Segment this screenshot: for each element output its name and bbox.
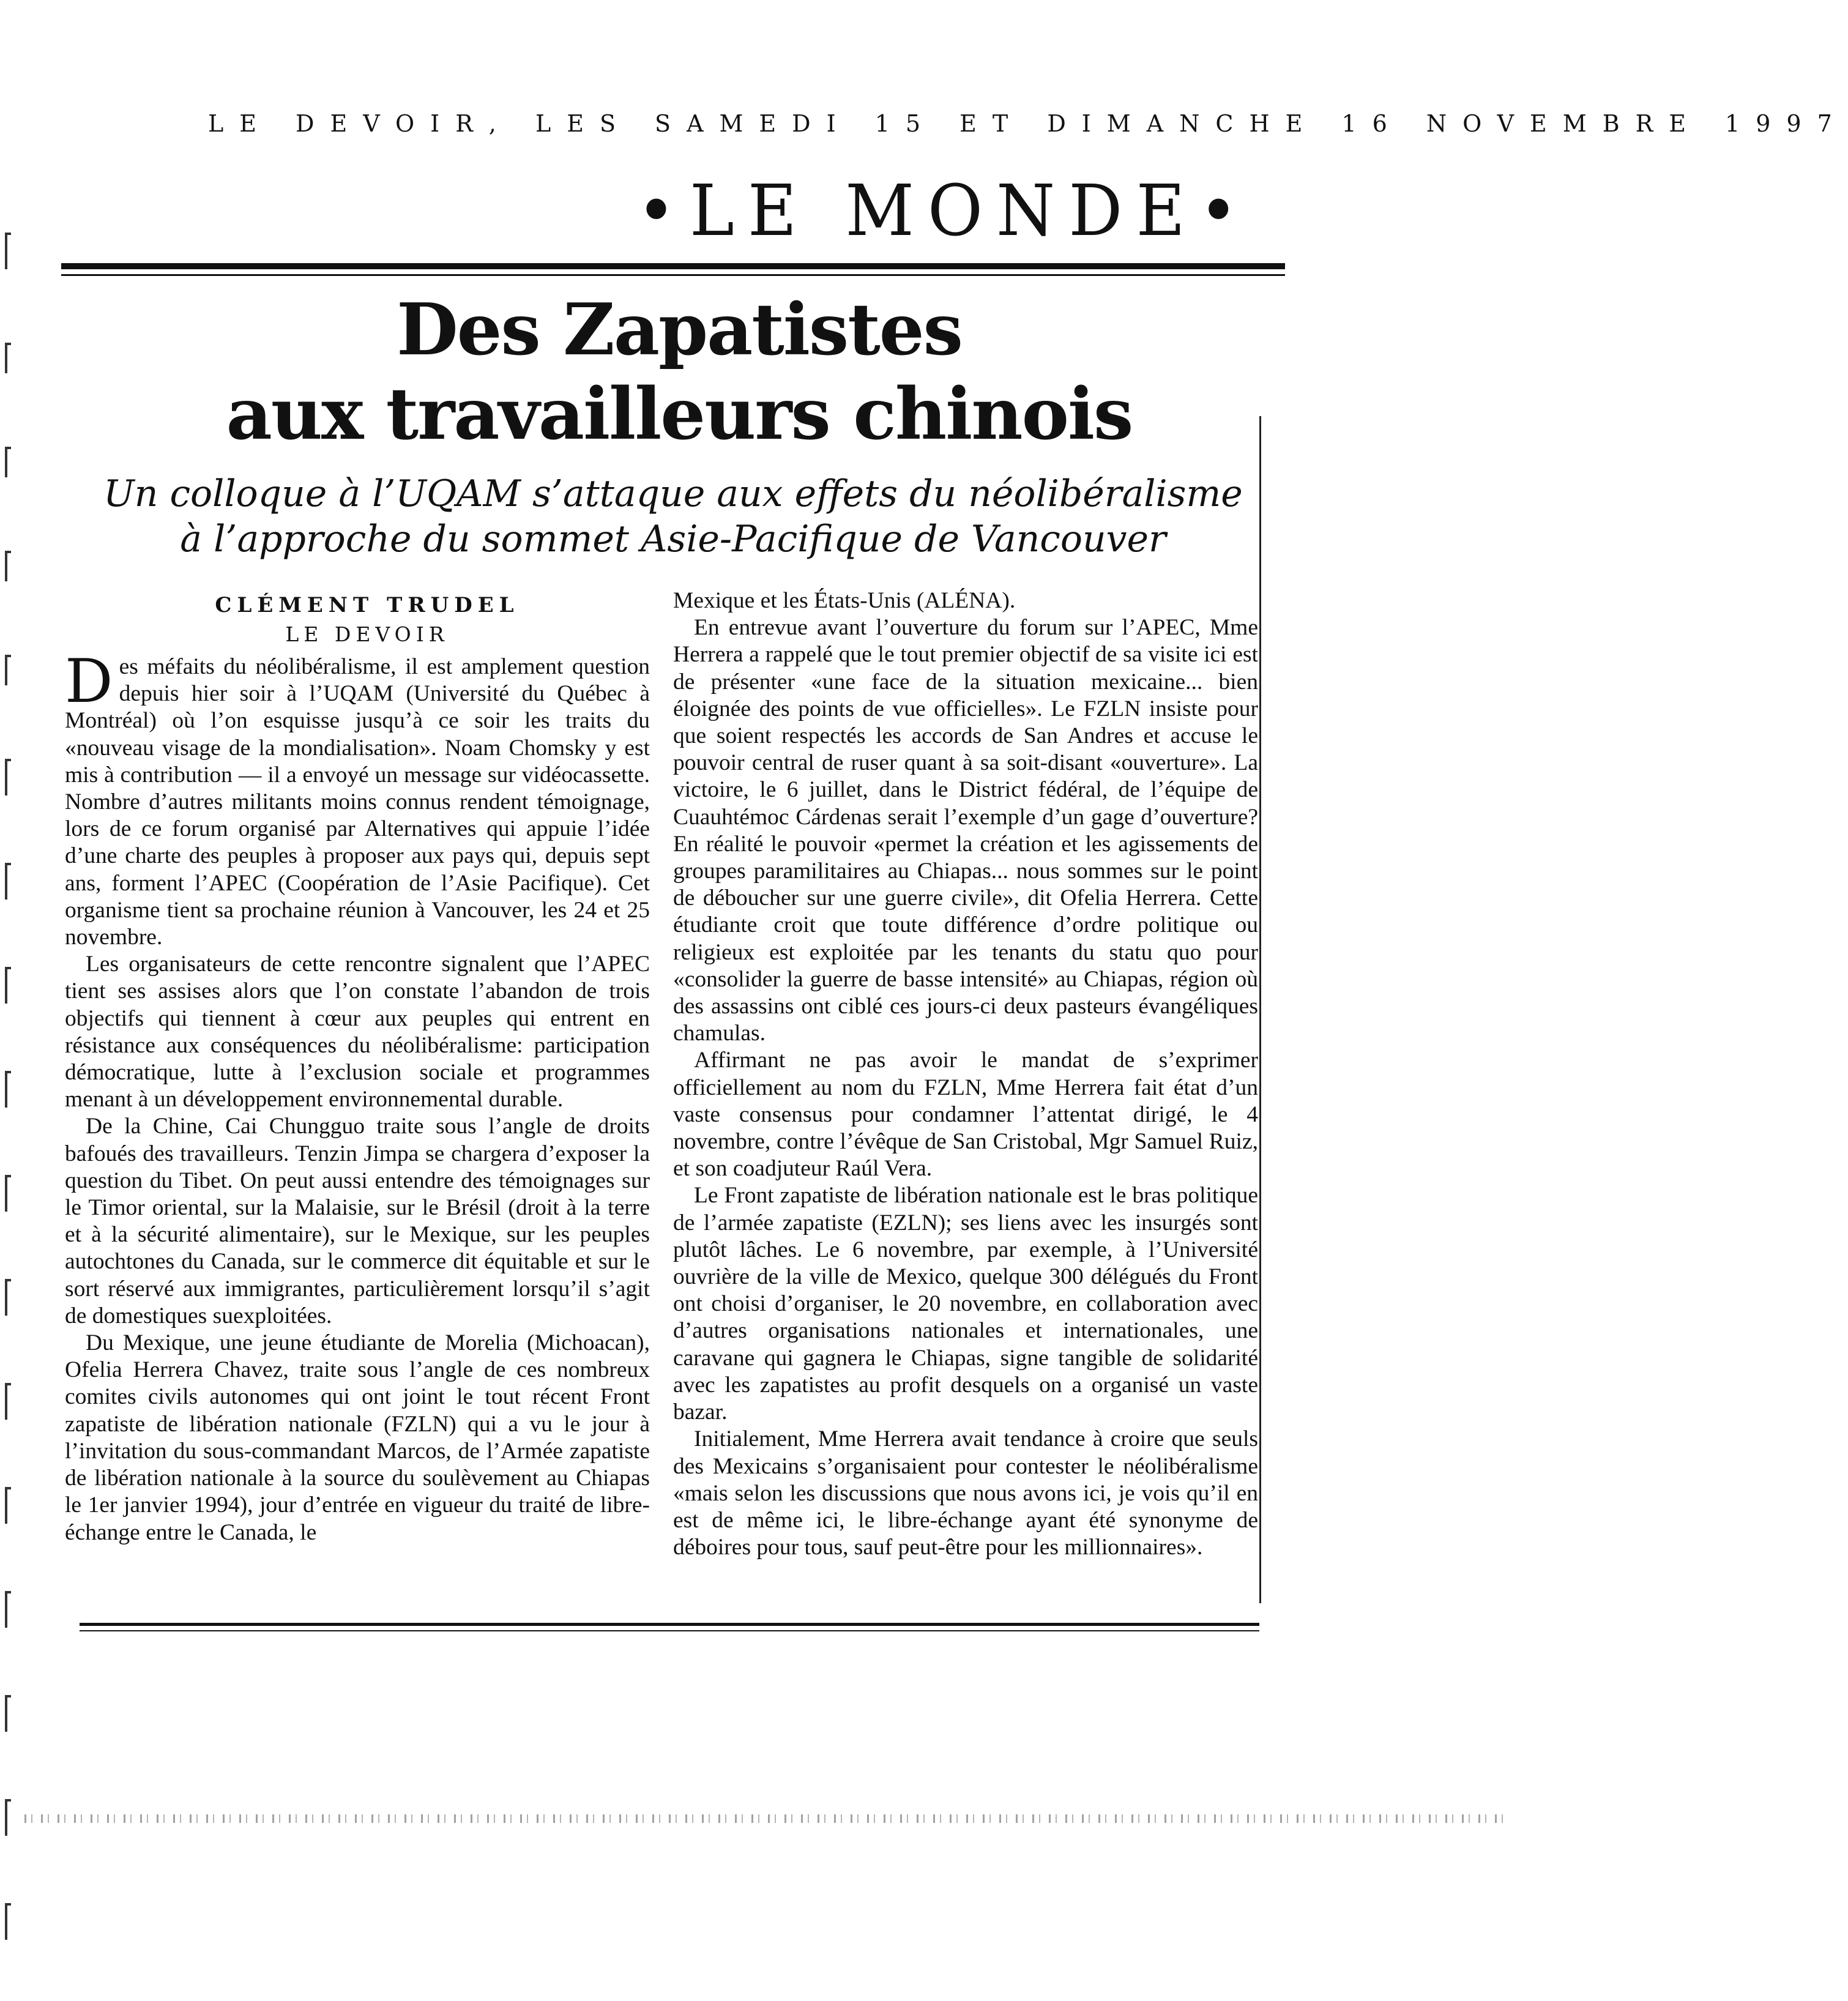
byline-author: CLÉMENT TRUDEL bbox=[215, 593, 520, 617]
binding-mark bbox=[5, 863, 7, 900]
drop-cap: D bbox=[65, 647, 113, 717]
binding-mark bbox=[5, 233, 7, 269]
binding-mark bbox=[5, 759, 7, 796]
article-column-2 bbox=[673, 587, 1258, 1561]
paragraph-3: De la Chine, Cai Chungguo traite sous l’angle de droits bafoués des travailleurs. Tenzin Jimpa se chargera d’exposer la question du Tibet. On peut aussi entendre des témoignages sur le Timor oriental, sur la Malaisie, sur le Brésil (droit à la terre et à la sécurité alimentaire), sur le Mexique, sur les peuples autochtones du Canada, sur le commerce dit équitable et sur le sort réservé aux immigrantes, particulièrement lorsqu’il s’agit de domestiques suexploitées. bbox=[65, 1114, 650, 1328]
binding-mark bbox=[5, 1383, 7, 1420]
paragraph-1-text: es méfaits du néolibéralisme, il est amplement question depuis hier soir à l’UQAM (Université du Québec à Montréal) où l’on esquisse jusqu’à ce soir les traits du «nouveau visage de la mondialisation». Noam Chomsky y est mis à contribution — il a envoyé un message sur vidéocassette. Nombre d’autres militants moins connus rendent témoignage, lors de ce forum organisé par Alternatives qui appuie l’idée d’une charte des peuples à proposer aux pays qui, depuis sept ans, forment l’APEC (Coopération de l’Asie Pacifique). Cet organisme tient sa prochaine réunion à Vancouver, les 24 et 25 novembre. bbox=[65, 654, 650, 950]
paragraph-8: Le Front zapatiste de libération nationale est le bras politique de l’armée zapatiste (EZLN); ses liens avec les insurgés sont plutôt lâches. Le 6 novembre, par exemple, à l’Université ouvrière de la ville de Mexico, quelque 300 délégués du Front ont choisi d’organiser, le 20 novembre, en collaboration avec d’autres organisations nationales et internationales, une caravane qui gagnera le Chiapas, signe tangible de solidarité avec les zapatistes au profit desquels on a organisé un vaste bazar. bbox=[673, 1183, 1258, 1425]
binding-mark bbox=[5, 1591, 7, 1628]
paragraph-7: Affirmant ne pas avoir le mandat de s’exprimer officiellement au nom du FZLN, Mme Herrera fait état d’un vaste consensus pour condamner l’attentat dirigé, le 4 novembre, contre l’évêque de San Cristobal, Mgr Samuel Ruiz, et son coadjuteur Raúl Vera. bbox=[673, 1048, 1258, 1182]
headline bbox=[135, 288, 1224, 456]
scan-noise bbox=[24, 1814, 1511, 1823]
header-rule-thin bbox=[61, 274, 1285, 276]
header-rule bbox=[61, 263, 1285, 269]
deck-line-1: Un colloque à l’UQAM s’attaque aux effets du néolibéralisme bbox=[103, 472, 1243, 515]
binding-mark bbox=[5, 551, 7, 581]
binding-mark bbox=[5, 1487, 7, 1524]
deck bbox=[92, 471, 1254, 562]
headline-line-2: aux travailleurs chinois bbox=[226, 373, 1133, 456]
binding-mark bbox=[5, 1695, 7, 1732]
byline bbox=[135, 591, 600, 649]
binding-mark bbox=[5, 1799, 7, 1836]
paragraph-5: Mexique et les États-Unis (ALÉNA). bbox=[673, 588, 1016, 613]
paragraph-2: Les organisateurs de cette rencontre signalent que l’APEC tient ses assises alors que l’on constate l’abandon de trois objectifs qui tiennent à cœur aux peuples qui entrent en résistance aux conséquences du néolibéralisme: participation démocratique, lutte à l’exclusion sociale et programmes menant à un développement environnemental durable. bbox=[65, 952, 650, 1112]
column-rule bbox=[1259, 416, 1261, 1603]
binding-mark bbox=[5, 447, 7, 477]
binding-mark bbox=[5, 343, 7, 373]
footer-rule-thin bbox=[80, 1630, 1259, 1631]
paragraph-4: Du Mexique, une jeune étudiante de Morelia (Michoacan), Ofelia Herrera Chavez, traite sous l’angle de ces nombreux comites civils autonomes qui ont joint le tout récent Front zapatiste de libération nationale (FZLN) qui a vu le jour à l’invitation du sous-commandant Marcos, de l’Armée zapatiste de libération nationale à la source du soulèvement au Chiapas le 1er janvier 1994), jour d’entrée en vigueur du traité de libre-échange entre le Canada, le bbox=[65, 1330, 650, 1545]
deck-line-2: à l’approche du sommet Asie-Pacifique de Vancouver bbox=[180, 518, 1166, 561]
paragraph-6: En entrevue avant l’ouverture du forum sur l’APEC, Mme Herrera a rappelé que le tout premier objectif de sa visite ici est de présenter «une face de la situation mexicaine... bien éloignée des points de vue officielles». Le FZLN insiste pour que soient respectés les accords de San Andres et accuse le pouvoir central de ruser quant à sa soit-disant «ouverture». La victoire, le 6 juillet, dans le District fédéral, de l’équipe de Cuauhtémoc Cárdenas serait l’exemple d’un gage d’ouverture? En réalité le pouvoir «permet la création et les agissements de groupes paramilitaires au Chiapas... nous sommes sur le point de déboucher sur une guerre civile», dit Ofelia Herrera. Cette étudiante croit que toute différence d’ordre politique ou religieux est exploitée par les tenants du statu quo pour «consolider la guerre de basse intensité» au Chiapas, région où des assassins ont ciblé ces jours-ci deux pasteurs évangéliques chamulas. bbox=[673, 615, 1258, 1046]
article-column-1 bbox=[65, 647, 650, 1546]
byline-publication: LE DEVOIR bbox=[285, 622, 449, 646]
section-title: •LE MONDE• bbox=[636, 169, 1252, 252]
footer-rule bbox=[80, 1623, 1259, 1626]
binding-mark bbox=[5, 1279, 7, 1316]
binding-mark bbox=[5, 1175, 7, 1212]
binding-mark bbox=[5, 967, 7, 1004]
binding-mark bbox=[5, 655, 7, 685]
headline-line-1: Des Zapatistes bbox=[397, 288, 962, 371]
paragraph-1 bbox=[65, 647, 650, 951]
paragraph-9: Initialement, Mme Herrera avait tendance à croire que seuls des Mexicains s’organisaient pour contester le néolibéralisme «mais selon les discussions que nous avons ici, je vois qu’il en est de même ici, le libre-échange ayant été synonyme de déboires pour tous, sauf peut-être pour les millionnaires». bbox=[673, 1426, 1258, 1560]
binding-mark bbox=[5, 1071, 7, 1108]
binding-mark bbox=[5, 1903, 7, 1940]
dateline: LE DEVOIR, LES SAMEDI 15 ET DIMANCHE 16 NOVEMBRE 1997 bbox=[208, 110, 1848, 137]
